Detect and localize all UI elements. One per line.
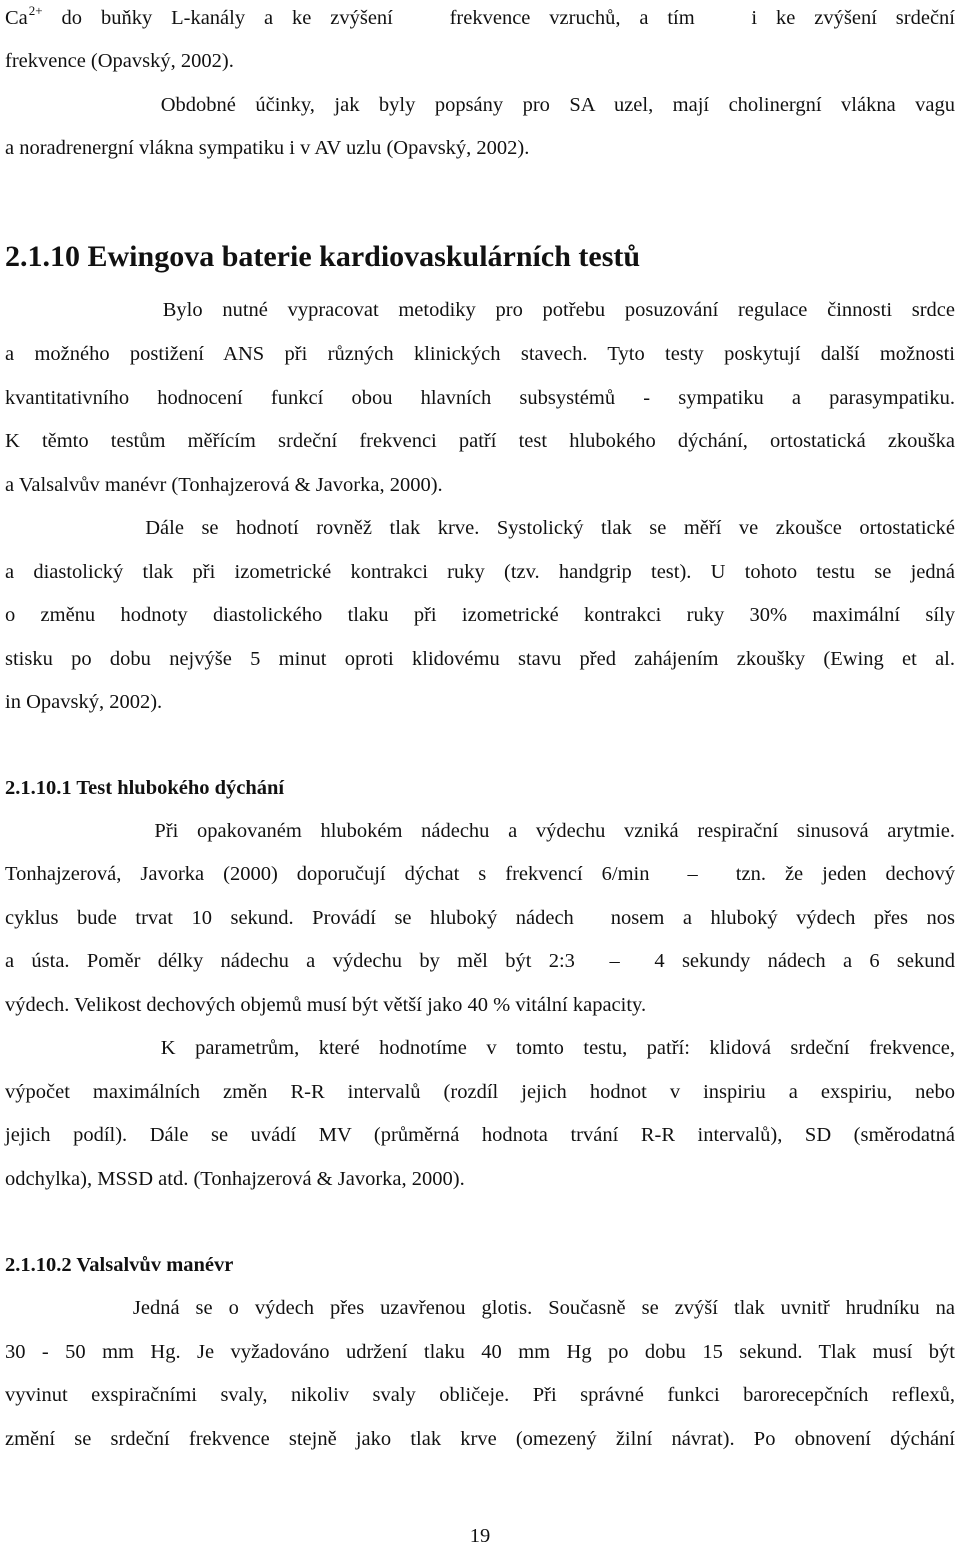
text-line: Dále se hodnotí rovněž tlak krve. Systolický tlak se měří ve zkoušce ortostatické [5, 517, 955, 539]
text-line: cyklus bude trvat 10 sekund. Provádí se hluboký nádech nosem a hluboký výdech přes nos [5, 907, 955, 929]
text-line: výpočet maximálních změn R-R intervalů (rozdíl jejich hodnot v inspiriu a exspiriu, nebo [5, 1081, 955, 1103]
page-number: 19 [469, 1525, 491, 1547]
subsection-heading: 2.1.10.2 Valsalvův manévr [5, 1254, 234, 1276]
text-line: a ústa. Poměr délky nádechu a výdechu by měl být 2:3 – 4 sekundy nádech a 6 sekund [5, 950, 955, 972]
text-line: Při opakovaném hlubokém nádechu a výdechu vzniká respirační sinusová arytmie. [5, 820, 955, 842]
text-fragment: do buňky L-kanály a ke zvýšení frekvence vzruchů, a tím i ke zvýšení srdeční [42, 7, 955, 29]
text-line: a Valsalvův manévr (Tonhajzerová & Javorka, 2000). [5, 474, 443, 496]
superscript: 2+ [28, 3, 43, 18]
text-line: a noradrenergní vlákna sympatiku i v AV uzlu (Opavský, 2002). [5, 137, 530, 159]
section-heading: 2.1.10 Ewingova baterie kardiovaskulárních testů [5, 240, 641, 273]
text-line: odchylka), MSSD atd. (Tonhajzerová & Javorka, 2000). [5, 1168, 465, 1190]
text-line: Bylo nutné vypracovat metodiky pro potřebu posuzování regulace činnosti srdce [5, 299, 955, 321]
text-line: K těmto testům měřícím srdeční frekvenci patří test hlubokého dýchání, ortostatická zkouška [5, 430, 955, 452]
text-line: Tonhajzerová, Javorka (2000) doporučují dýchat s frekvencí 6/min – tzn. že jeden dechový [5, 863, 955, 885]
text-line: K parametrům, které hodnotíme v tomto testu, patří: klidová srdeční frekvence, [5, 1037, 955, 1059]
text-line [5, 4, 955, 32]
text-line: Jedná se o výdech přes uzavřenou glotis. Současně se zvýší tlak uvnitř hrudníku na [5, 1297, 955, 1319]
text-line: jejich podíl). Dále se uvádí MV (průměrná hodnota trvání R-R intervalů), SD (směrodatná [5, 1124, 955, 1146]
text-line: frekvence (Opavský, 2002). [5, 50, 234, 72]
text-line: kvantitativního hodnocení funkcí obou hlavních subsystémů - sympatiku a parasympatiku. [5, 387, 955, 409]
text-line: výdech. Velikost dechových objemů musí být větší jako 40 % vitální kapacity. [5, 994, 647, 1016]
text-line: 30 - 50 mm Hg. Je vyžadováno udržení tlaku 40 mm Hg po dobu 15 sekund. Tlak musí být [5, 1341, 955, 1363]
subsection-heading: 2.1.10.1 Test hlubokého dýchání [5, 777, 285, 799]
text-line: in Opavský, 2002). [5, 691, 163, 713]
text-line: vyvinut exspiračními svaly, nikoliv svaly obličeje. Při správné funkci barorecepčních reflexů, [5, 1384, 955, 1406]
text-fragment: Ca [5, 7, 28, 29]
text-line: změní se srdeční frekvence stejně jako tlak krve (omezený žilní návrat). Po obnovení dýchání [5, 1428, 955, 1450]
text-line: Obdobné účinky, jak byly popsány pro SA uzel, mají cholinergní vlákna vagu [5, 94, 955, 116]
text-line: a možného postižení ANS při různých klinických stavech. Tyto testy poskytují další možnosti [5, 343, 955, 365]
text-line: o změnu hodnoty diastolického tlaku při izometrické kontrakci ruky 30% maximální síly [5, 604, 955, 626]
text-line: a diastolický tlak při izometrické kontrakci ruky (tzv. handgrip test). U tohoto testu se jedná [5, 561, 955, 583]
text-line: stisku po dobu nejvýše 5 minut oproti klidovému stavu před zahájením zkoušky (Ewing et al. [5, 648, 955, 670]
